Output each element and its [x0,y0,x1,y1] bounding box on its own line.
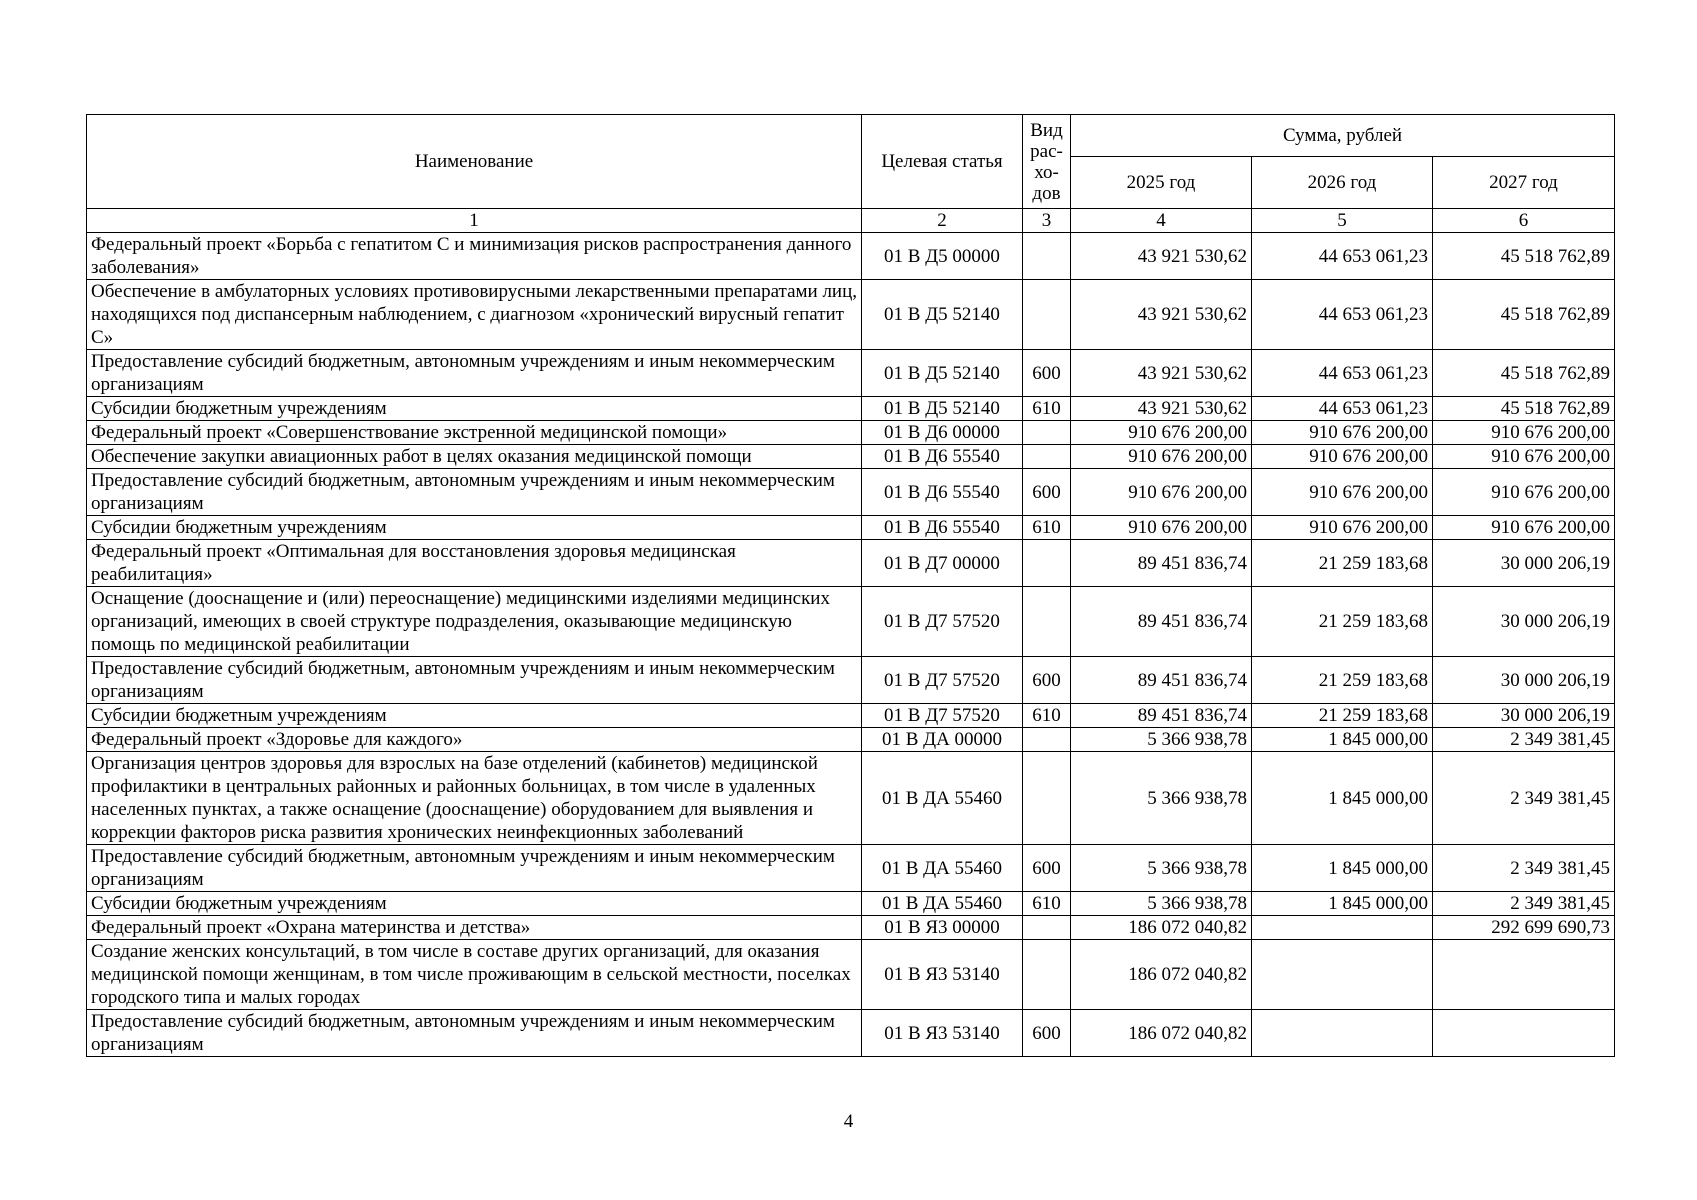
row-target-article: 01 В ДА 55460 [862,892,1023,916]
row-name: Организация центров здоровья для взрослых на базе отделений (кабинетов) медицинской профилактики в центральных районных и районных больницах, в том числе в удаленных населенных пунктах, а также оснащение (дооснащение) оборудованием для выявления и коррекции факторов риска развития хронических неинфекционных заболеваний [87,752,862,845]
column-number: 5 [1252,209,1433,233]
row-amount-2025: 89 451 836,74 [1071,657,1252,704]
row-name: Обеспечение в амбулаторных условиях противовирусными лекарственными препаратами лиц, находящихся под диспансерным наблюдением, с диагнозом «хронический вирусный гепатит С» [87,280,862,350]
row-name: Предоставление субсидий бюджетным, автономным учреждениям и иным некоммерческим организациям [87,845,862,892]
row-amount-2026: 1 845 000,00 [1252,892,1433,916]
row-amount-2027: 910 676 200,00 [1433,469,1615,516]
table-row [87,916,1615,940]
row-target-article: 01 В Д7 57520 [862,704,1023,728]
row-expense-type: 600 [1023,1010,1071,1057]
row-target-article: 01 В Д7 00000 [862,540,1023,587]
column-number: 3 [1023,209,1071,233]
row-target-article: 01 В Я3 00000 [862,916,1023,940]
row-expense-type: 600 [1023,469,1071,516]
row-amount-2025: 910 676 200,00 [1071,516,1252,540]
row-name: Федеральный проект «Борьба с гепатитом С и минимизация рисков распространения данного заболевания» [87,233,862,280]
row-target-article: 01 В Д7 57520 [862,587,1023,657]
row-amount-2026: 21 259 183,68 [1252,704,1433,728]
row-expense-type [1023,752,1071,845]
header-name: Наименование [87,115,862,209]
row-target-article: 01 В Д6 55540 [862,445,1023,469]
row-amount-2027: 30 000 206,19 [1433,587,1615,657]
row-expense-type [1023,940,1071,1010]
row-name: Субсидии бюджетным учреждениям [87,704,862,728]
row-name: Оснащение (дооснащение и (или) переоснащение) медицинскими изделиями медицинских организаций, имеющих в своей структуре подразделения, оказывающие медицинскую помощь по медицинской реабилитации [87,587,862,657]
row-amount-2025: 910 676 200,00 [1071,469,1252,516]
row-amount-2027: 45 518 762,89 [1433,233,1615,280]
row-expense-type: 600 [1023,350,1071,397]
row-expense-type: 600 [1023,657,1071,704]
row-target-article: 01 В Я3 53140 [862,940,1023,1010]
row-amount-2027: 30 000 206,19 [1433,657,1615,704]
row-amount-2027: 30 000 206,19 [1433,704,1615,728]
row-amount-2027: 2 349 381,45 [1433,728,1615,752]
row-name: Обеспечение закупки авиационных работ в целях оказания медицинской помощи [87,445,862,469]
row-name: Предоставление субсидий бюджетным, автономным учреждениям и иным некоммерческим организациям [87,1010,862,1057]
row-target-article: 01 В Д5 00000 [862,233,1023,280]
row-amount-2027: 45 518 762,89 [1433,350,1615,397]
row-amount-2027: 2 349 381,45 [1433,892,1615,916]
row-amount-2026: 910 676 200,00 [1252,445,1433,469]
table-row [87,704,1615,728]
row-amount-2025: 89 451 836,74 [1071,704,1252,728]
row-expense-type [1023,280,1071,350]
header-sum: Сумма, рублей [1071,115,1615,157]
row-amount-2026: 1 845 000,00 [1252,728,1433,752]
table-row [87,280,1615,350]
row-expense-type: 610 [1023,892,1071,916]
row-amount-2027 [1433,1010,1615,1057]
row-expense-type [1023,916,1071,940]
budget-table [86,114,1615,1057]
row-target-article: 01 В Я3 53140 [862,1010,1023,1057]
row-amount-2026: 44 653 061,23 [1252,280,1433,350]
row-amount-2027: 910 676 200,00 [1433,421,1615,445]
row-name: Федеральный проект «Совершенствование экстренной медицинской помощи» [87,421,862,445]
header-year-2026: 2026 год [1252,157,1433,209]
table-row [87,540,1615,587]
row-amount-2025: 5 366 938,78 [1071,752,1252,845]
row-amount-2026: 910 676 200,00 [1252,516,1433,540]
row-amount-2026: 910 676 200,00 [1252,421,1433,445]
column-number: 6 [1433,209,1615,233]
row-amount-2027: 45 518 762,89 [1433,280,1615,350]
row-expense-type [1023,587,1071,657]
row-amount-2026: 21 259 183,68 [1252,540,1433,587]
row-name: Федеральный проект «Охрана материнства и детства» [87,916,862,940]
row-amount-2025: 186 072 040,82 [1071,1010,1252,1057]
row-amount-2026: 21 259 183,68 [1252,657,1433,704]
row-name: Субсидии бюджетным учреждениям [87,397,862,421]
table-row [87,445,1615,469]
row-expense-type: 610 [1023,516,1071,540]
row-target-article: 01 В ДА 00000 [862,728,1023,752]
table-row [87,421,1615,445]
row-target-article: 01 В Д6 55540 [862,469,1023,516]
row-amount-2027: 292 699 690,73 [1433,916,1615,940]
row-amount-2027: 2 349 381,45 [1433,845,1615,892]
row-name: Субсидии бюджетным учреждениям [87,516,862,540]
row-amount-2027: 910 676 200,00 [1433,445,1615,469]
row-amount-2025: 89 451 836,74 [1071,540,1252,587]
table-row [87,892,1615,916]
row-expense-type [1023,728,1071,752]
row-expense-type: 600 [1023,845,1071,892]
row-target-article: 01 В Д5 52140 [862,350,1023,397]
row-target-article: 01 В Д7 57520 [862,657,1023,704]
row-name: Предоставление субсидий бюджетным, автономным учреждениям и иным некоммерческим организациям [87,469,862,516]
row-amount-2027: 2 349 381,45 [1433,752,1615,845]
table-row [87,940,1615,1010]
row-target-article: 01 В Д6 55540 [862,516,1023,540]
row-amount-2026: 910 676 200,00 [1252,469,1433,516]
row-name: Субсидии бюджетным учреждениям [87,892,862,916]
row-expense-type: 610 [1023,704,1071,728]
row-amount-2025: 43 921 530,62 [1071,233,1252,280]
row-amount-2027: 910 676 200,00 [1433,516,1615,540]
row-amount-2025: 5 366 938,78 [1071,728,1252,752]
table-row [87,233,1615,280]
row-target-article: 01 В Д6 00000 [862,421,1023,445]
table-row [87,1010,1615,1057]
row-amount-2026: 44 653 061,23 [1252,233,1433,280]
table-row [87,657,1615,704]
row-amount-2026: 21 259 183,68 [1252,587,1433,657]
table-row [87,350,1615,397]
row-amount-2025: 43 921 530,62 [1071,350,1252,397]
table-row [87,728,1615,752]
row-name: Предоставление субсидий бюджетным, автономным учреждениям и иным некоммерческим организациям [87,350,862,397]
row-amount-2025: 186 072 040,82 [1071,916,1252,940]
row-target-article: 01 В ДА 55460 [862,752,1023,845]
table-row [87,752,1615,845]
column-number: 2 [862,209,1023,233]
column-number: 1 [87,209,862,233]
table-row [87,397,1615,421]
row-target-article: 01 В Д5 52140 [862,397,1023,421]
row-amount-2025: 910 676 200,00 [1071,445,1252,469]
table-row [87,516,1615,540]
row-expense-type [1023,540,1071,587]
header-target-article: Целевая статья [862,115,1023,209]
row-amount-2025: 43 921 530,62 [1071,397,1252,421]
row-name: Создание женских консультаций, в том числе в составе других организаций, для оказания медицинской помощи женщинам, в том числе проживающим в сельской местности, поселках городского типа и малых городах [87,940,862,1010]
row-name: Предоставление субсидий бюджетным, автономным учреждениям и иным некоммерческим организациям [87,657,862,704]
row-amount-2027 [1433,940,1615,1010]
row-amount-2025: 186 072 040,82 [1071,940,1252,1010]
row-expense-type: 610 [1023,397,1071,421]
row-amount-2025: 5 366 938,78 [1071,845,1252,892]
page-number: 4 [843,1111,854,1132]
table-row [87,587,1615,657]
row-amount-2025: 910 676 200,00 [1071,421,1252,445]
table-row [87,469,1615,516]
row-amount-2026 [1252,940,1433,1010]
row-expense-type [1023,445,1071,469]
table-row [87,845,1615,892]
header-year-2025: 2025 год [1071,157,1252,209]
row-amount-2026 [1252,1010,1433,1057]
column-number: 4 [1071,209,1252,233]
row-name: Федеральный проект «Здоровье для каждого» [87,728,862,752]
row-target-article: 01 В Д5 52140 [862,280,1023,350]
row-expense-type [1023,233,1071,280]
row-amount-2026: 1 845 000,00 [1252,845,1433,892]
row-amount-2027: 45 518 762,89 [1433,397,1615,421]
row-amount-2027: 30 000 206,19 [1433,540,1615,587]
row-name: Федеральный проект «Оптимальная для восстановления здоровья медицинская реабилитация» [87,540,862,587]
header-year-2027: 2027 год [1433,157,1615,209]
row-expense-type [1023,421,1071,445]
header-expense-type: Вид рас- хо- дов [1023,115,1071,209]
row-amount-2026 [1252,916,1433,940]
row-target-article: 01 В ДА 55460 [862,845,1023,892]
row-amount-2025: 43 921 530,62 [1071,280,1252,350]
row-amount-2025: 89 451 836,74 [1071,587,1252,657]
row-amount-2026: 1 845 000,00 [1252,752,1433,845]
row-amount-2026: 44 653 061,23 [1252,350,1433,397]
row-amount-2025: 5 366 938,78 [1071,892,1252,916]
row-amount-2026: 44 653 061,23 [1252,397,1433,421]
